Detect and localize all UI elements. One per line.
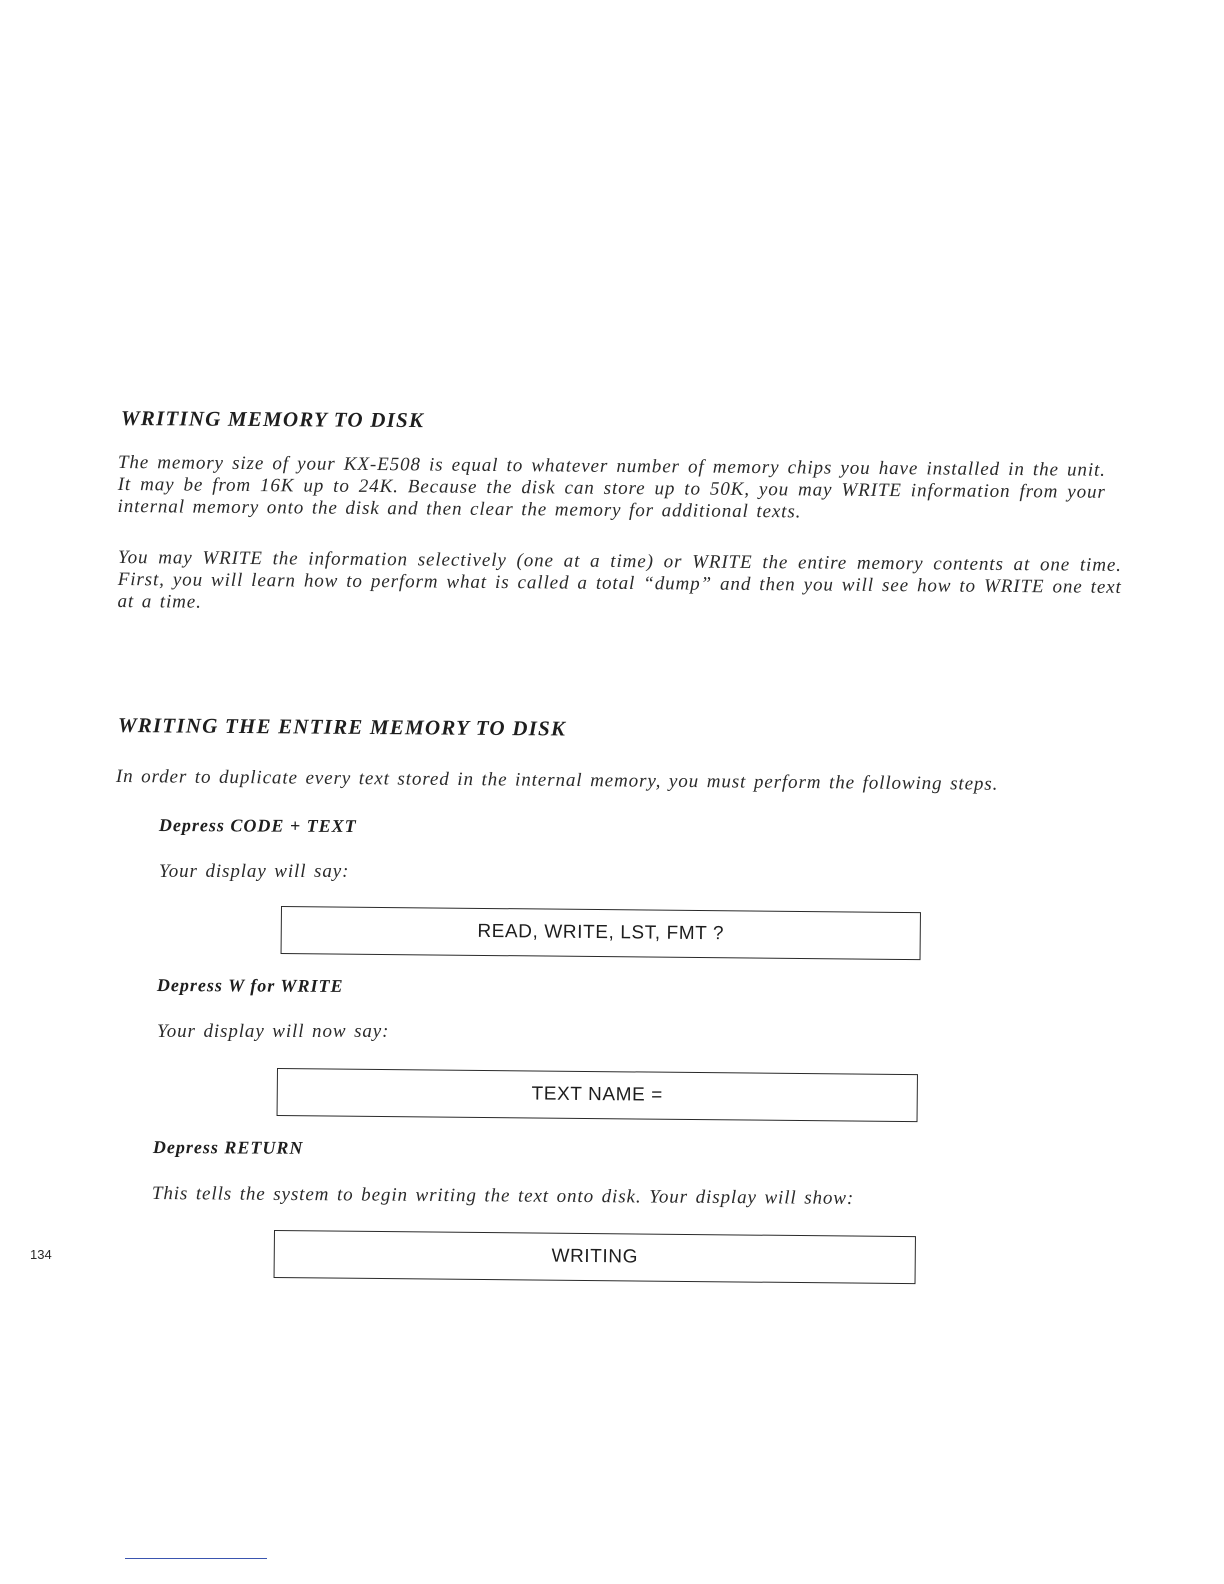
step-caption: Your display will now say: xyxy=(157,1021,390,1042)
section-heading-writing-entire-memory: WRITING THE ENTIRE MEMORY TO DISK xyxy=(117,713,567,741)
step-caption: Your display will say: xyxy=(159,861,350,882)
page-number: 134 xyxy=(30,1247,52,1262)
footer-rule xyxy=(125,1558,267,1559)
display-text: WRITING xyxy=(551,1245,639,1268)
step-caption: This tells the system to begin writing the text onto disk. Your display will show: xyxy=(151,1183,855,1209)
paragraph-memory-size: The memory size of your KX-E508 is equal to whatever number of memory chips you have installed in the unit. It may be from 16K up to 24K. Because the disk can store up to 50K, you may WRITE information from your internal memory onto the disk and then clear the memory for additional texts. xyxy=(117,452,1106,523)
display-text: READ, WRITE, LST, FMT ? xyxy=(477,920,725,945)
display-screen xyxy=(277,1068,918,1122)
display-text: TEXT NAME = xyxy=(531,1083,664,1106)
intro-paragraph: In order to duplicate every text stored in the internal memory, you must perform the following steps. xyxy=(115,766,999,795)
step-instruction-return: Depress RETURN xyxy=(152,1137,304,1158)
display-screen xyxy=(281,906,921,960)
display-screen xyxy=(274,1230,916,1284)
step-instruction-w-for-write: Depress W for WRITE xyxy=(156,975,344,996)
paragraph-write-options: You may WRITE the information selectively (one at a time) or WRITE the entire memory contents at one time. First, you will learn how to perform what is called a total “dump” and then you will see how to WRITE one text at a time. xyxy=(117,547,1122,613)
section-heading-writing-memory: WRITING MEMORY TO DISK xyxy=(120,406,425,433)
step-instruction-code-text: Depress CODE + TEXT xyxy=(158,815,357,837)
